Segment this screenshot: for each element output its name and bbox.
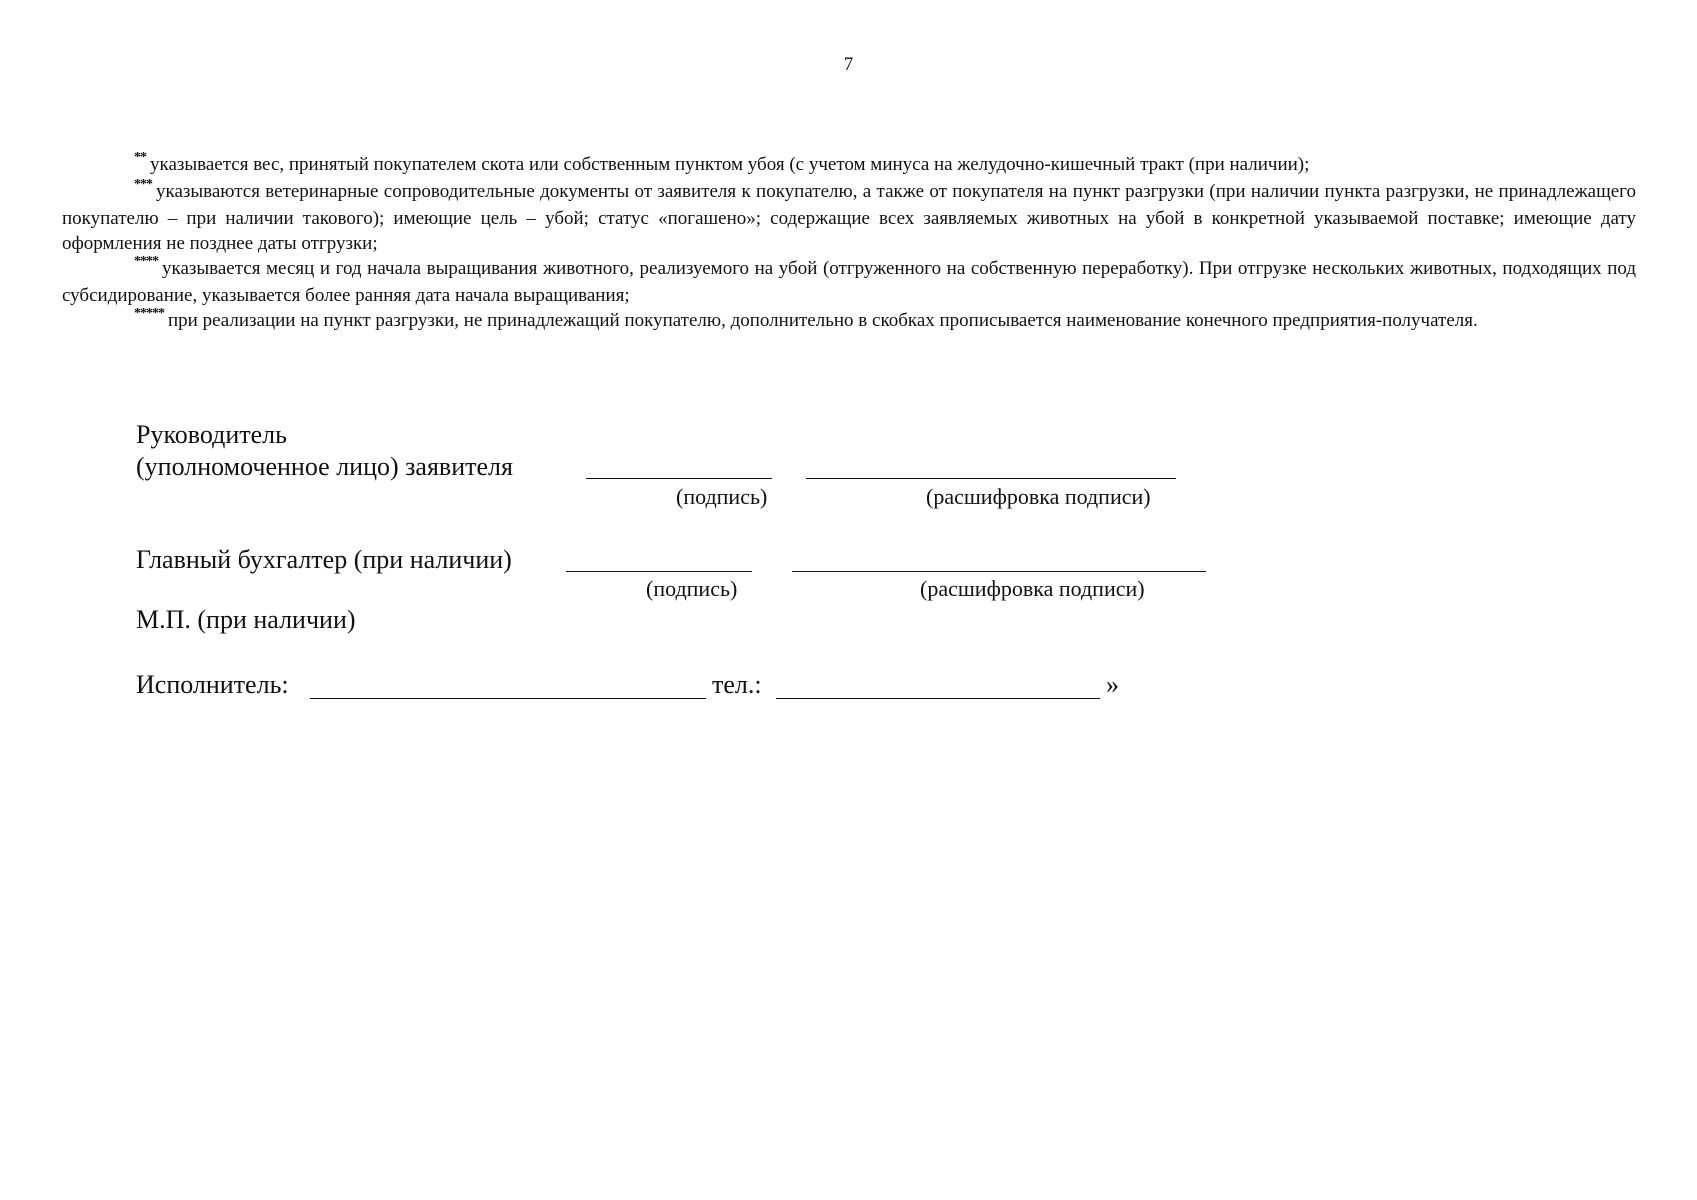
footnote-text: при реализации на пункт разгрузки, не принадлежащий покупателю, дополнительно в скобках прописывается наименование конечного предприятия-получателя.: [168, 310, 1478, 331]
head-decoding-line[interactable]: [806, 478, 1176, 479]
head-decoding-caption: (расшифровка подписи): [926, 484, 1151, 509]
accountant-decoding-line[interactable]: [792, 571, 1206, 572]
head-subtitle: (уполномоченное лицо) заявителя: [136, 452, 513, 481]
executor-name-line[interactable]: [310, 698, 706, 699]
accountant-signature-caption: (подпись): [646, 576, 738, 601]
footnote-1: [62, 152, 1636, 179]
footnote-marker: ***: [134, 177, 152, 192]
footnote-text: указывается вес, принятый покупателем скота или собственным пунктом убоя (с учетом минуса на желудочно-кишечный тракт (при наличии);: [150, 154, 1310, 175]
footnote-marker: *****: [134, 306, 164, 321]
page-number: 7: [843, 54, 854, 75]
stamp-label: М.П. (при наличии): [136, 605, 356, 634]
head-signature-caption: (подпись): [676, 484, 768, 509]
footnote-text: указывается месяц и год начала выращивания животного, реализуемого на убой (отгруженного на собственную переработку). При отгрузке нескольких животных, подходящих под субсидирование, указывается более ранняя дата начала выращивания;: [62, 258, 1636, 306]
footnote-marker: **: [134, 150, 146, 165]
head-title: Руководитель: [136, 420, 287, 449]
executor-label: Исполнитель:: [136, 670, 289, 699]
head-signature-line[interactable]: [586, 478, 772, 479]
footnote-3: [62, 256, 1636, 308]
phone-line[interactable]: [776, 698, 1100, 699]
footnote-4: [62, 308, 1636, 335]
phone-label: тел.:: [712, 670, 762, 699]
footnote-marker: ****: [134, 254, 158, 269]
accountant-decoding-caption: (расшифровка подписи): [920, 576, 1145, 601]
accountant-label: Главный бухгалтер (при наличии): [136, 545, 512, 574]
accountant-signature-line[interactable]: [566, 571, 752, 572]
footnote-2: [62, 179, 1636, 256]
footnote-text: указываются ветеринарные сопроводительные документы от заявителя к покупателю, а также от покупателя на пункт разгрузки (при наличии пункта разгрузки, не принадлежащего покупателю – при наличии такового); имеющие цель – убой; статус «погашено»; содержащие всех заявляемых животных на убой в конкретной указываемой поставке; имеющие дату оформления не позднее даты отгрузки;: [62, 181, 1636, 254]
footnotes: [62, 152, 1636, 335]
closing-quote: »: [1106, 670, 1119, 699]
